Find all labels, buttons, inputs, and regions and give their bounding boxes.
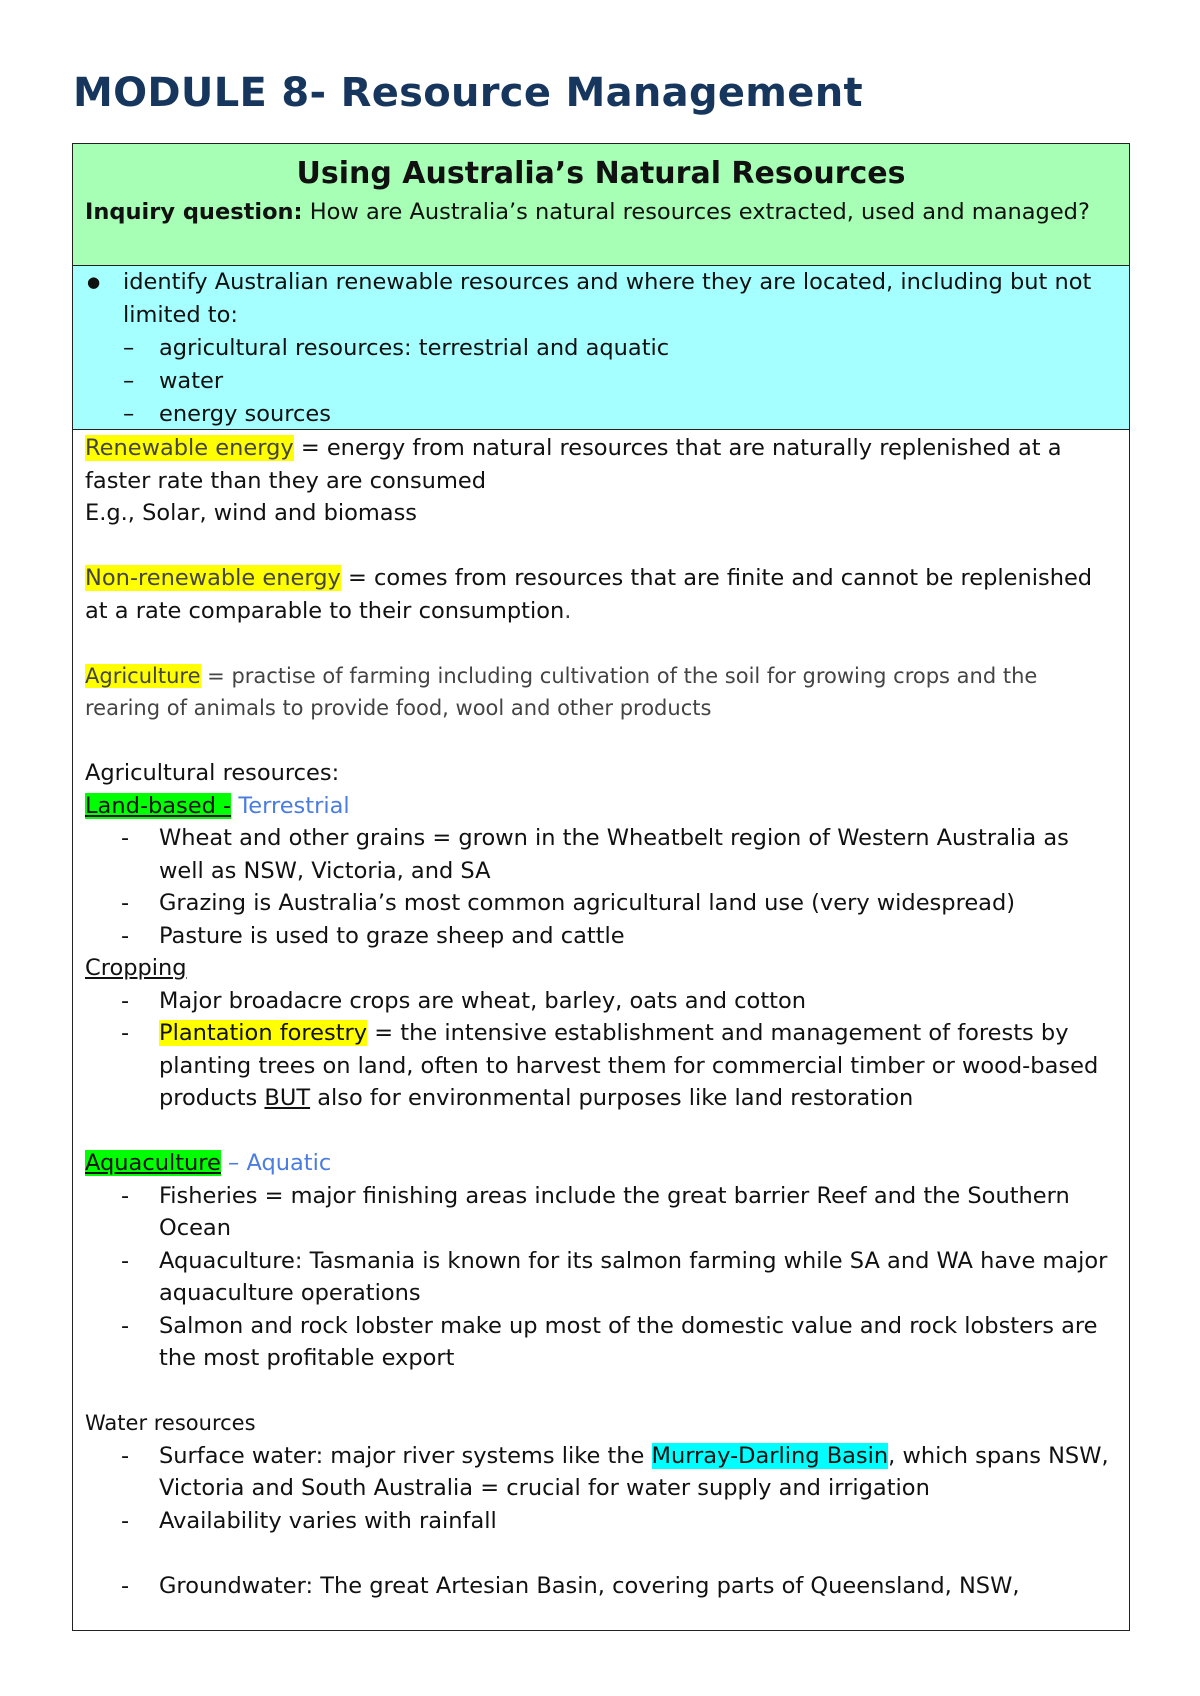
land-based-heading [85, 790, 1117, 823]
list-item: - Major broadacre crops are wheat, barley, oats and cotton [121, 987, 806, 1014]
aquaculture-label: Aquaculture [85, 1150, 221, 1176]
agri-resources-heading: Agricultural resources: [85, 760, 340, 786]
list-item: - Wheat and other grains = grown in the Wheatbelt region of Western Australia as well as NSW, Victoria, and SA [121, 825, 1069, 884]
list-item: - Plantation forestry = the intensive establishment and management of forests by planting trees on land, often to harvest them for commercial timber or wood-based products BUT also for environmental purposes like land restoration [121, 1020, 1099, 1111]
syllabus-bullet: ● identify Australian renewable resources and where they are located, including but not limited to: [85, 266, 1117, 332]
cropping-heading: Cropping [85, 955, 187, 981]
syllabus-item: – agricultural resources: terrestrial and aquatic [85, 332, 1117, 365]
dash-marker: – [123, 368, 135, 394]
notes-content [73, 430, 1129, 1602]
list-item: - Groundwater: The great Artesian Basin, covering parts of Queensland, NSW, [121, 1572, 1020, 1599]
nonrenewable-term: Non-renewable energy [85, 565, 341, 591]
module-title: MODULE 8- Resource Management [73, 70, 863, 116]
list-item: - Grazing is Australia’s most common agricultural land use (very widespread) [121, 890, 1016, 916]
aquatic-label: Aquatic [246, 1150, 332, 1176]
renewable-term: Renewable energy [85, 435, 294, 461]
renewable-definition: Renewable energy = energy from natural resources that are naturally replenished at a faster rate than they are consumed [85, 435, 1062, 494]
terrestrial-label: Terrestrial [231, 792, 350, 819]
list-item: - Aquaculture: Tasmania is known for its salmon farming while SA and WA have major aquaculture operations [121, 1247, 1108, 1306]
agriculture-definition: Agriculture = practise of farming including cultivation of the soil for growing crops and the rearing of animals to provide food, wool and other products [85, 663, 1038, 720]
section-heading: Using Australia’s Natural Resources [296, 156, 906, 191]
syllabus-item: – water [85, 365, 1117, 398]
inquiry-question [85, 196, 1117, 229]
plantation-term: Plantation forestry [159, 1020, 368, 1046]
list-item: - Surface water: major river systems like the Murray-Darling Basin, which spans NSW, Victoria and South Australia = crucial for water supply and irrigation [121, 1442, 1109, 1501]
renewable-example: E.g., Solar, wind and biomass [85, 500, 418, 526]
list-item: - Availability varies with rainfall [121, 1507, 497, 1534]
section-header [73, 144, 1129, 266]
murray-darling-term: Murray-Darling Basin [651, 1442, 889, 1469]
inquiry-label: Inquiry question: [85, 199, 303, 225]
nonrenewable-definition: Non-renewable energy = comes from resources that are finite and cannot be replenished at a rate comparable to their consumption. [85, 565, 1093, 624]
list-item: - Pasture is used to graze sheep and cattle [121, 922, 625, 949]
dash-marker: – [123, 401, 135, 427]
inquiry-text: How are Australia’s natural resources extracted, used and managed? [302, 199, 1090, 225]
notes-table [72, 143, 1130, 1631]
list-item: - Fisheries = major finishing areas include the great barrier Reef and the Southern Ocean [121, 1182, 1070, 1241]
water-heading: Water resources [85, 1411, 256, 1435]
syllabus-point [73, 266, 1129, 430]
land-based-label: Land-based - [85, 792, 232, 819]
syllabus-item: – energy sources [85, 398, 1117, 431]
dash-marker: – [123, 335, 135, 361]
list-item: - Salmon and rock lobster make up most of the domestic value and rock lobsters are the most profitable export [121, 1312, 1098, 1371]
aquaculture-heading: Aquaculture – Aquatic [85, 1150, 332, 1176]
agriculture-term: Agriculture [85, 663, 201, 688]
